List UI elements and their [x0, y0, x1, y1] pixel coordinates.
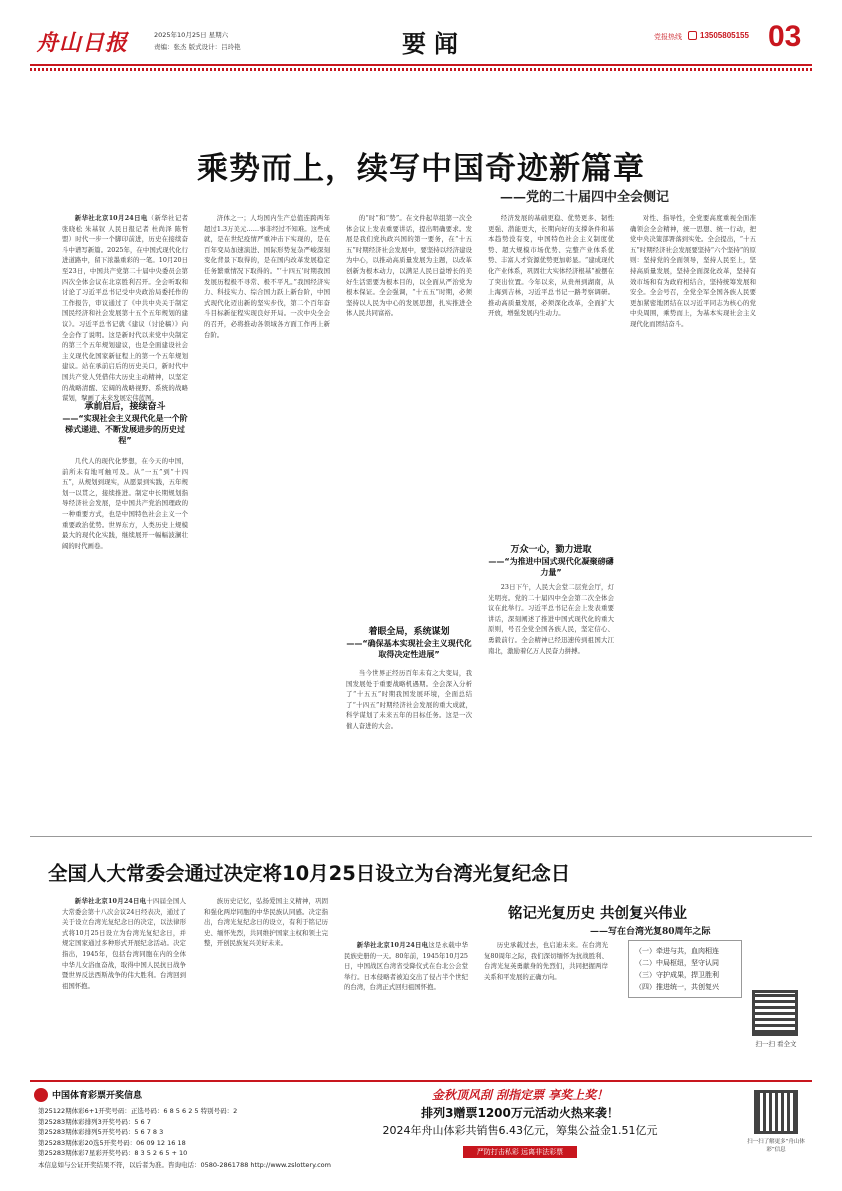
index-item[interactable]: （三）守护成果，捍卫胜利 — [635, 971, 719, 979]
lead-subhead-1-title: 承前启后，接续奋斗 — [84, 402, 166, 412]
page-number: 03 — [768, 20, 802, 53]
lead-column-1 — [62, 213, 188, 403]
lead-column-3b — [346, 668, 472, 824]
masthead — [30, 20, 820, 64]
phone-icon — [688, 31, 697, 40]
lead-subhead-3 — [488, 545, 614, 578]
lead-column-4 — [488, 213, 614, 565]
lottery-note: 本信息如与公证开奖结果不符，以后者为准。咨询电话：0580-2861788 http://www.zslottery.com — [38, 1161, 331, 1169]
lead-text-5: 对性、指导性，全党要高度重视全面准确领会全会精神，统一思想、统一行动，把党中央决策部署落到实处。全会提出，“十五五”时期经济社会发展要坚持“六个坚持”的原则：坚持党的全面领导，坚持人民至上，坚持高质量发展，坚持全面深化改革，坚持有效市场和有为政府相结合，坚持统筹发展和安全。全会号召，全党全军全国各族人民要更加紧密地团结在以习近平同志为核心的党中央周围，乘势而上，为基本实现社会主义现代化而团结奋斗。 — [630, 214, 756, 328]
second-text-1: 十四届全国人大常委会第十八次会议24日经表决，通过了关于设立台湾光复纪念日的决定，以法律形式将10月25日设立为台湾光复纪念日，并规定国家通过多种形式开展纪念活动。决定指出，1945年，包括台湾同胞在内的全体中华儿女浴血奋战，取得中国人民抗日战争暨世界反法西斯战争的伟大胜利。台湾回到祖国怀抱。 — [62, 897, 186, 990]
index-item[interactable]: （二）中局枢纽，坚守认同 — [635, 959, 719, 967]
issue-date: 2025年10月25日 星期六 — [154, 31, 229, 39]
comment-column-2 — [484, 940, 608, 1076]
comment-text-1: 这是永载中华民族史册的一天。80年前，1945年10月25日，中国战区台湾省受降仪式在台北公会堂举行。日本侵略者被迫交出了侵占半个世纪的台湾，台湾正式回归祖国怀抱。 — [344, 941, 468, 992]
lead-headline: 乘势而上，续写中国奇迹新篇章 — [197, 151, 645, 187]
lottery-logo-icon — [34, 1088, 48, 1102]
second-column-2 — [204, 896, 328, 1076]
lead-subhead-2-title: 着眼全局，系统谋划 — [368, 627, 450, 637]
hotline-number: 13505805155 — [700, 31, 749, 40]
lottery-row: 第25283期体彩20选5开奖号码：06 09 12 16 18 — [38, 1138, 186, 1147]
comment-column-1 — [344, 940, 468, 1076]
lead-subtitle: ——党的二十届四中全会侧记 — [500, 190, 670, 205]
lead-text-2: 济体之一；人均国内生产总值连跨两年超过1.3万美元……事非经过不知难。这些成就，是在世纪疫情严重冲击下实现的，是在百年变局加速演进、国际形势复杂严峻深刻变化背景下取得的，是在国内改革发展稳定任务繁重情况下取得的。“‘十四五’时期我国发展历程极不寻常、极不平凡。”我国经济实力、科技实力、综合国力跃上新台阶，中国式现代化迈出新的坚实步伐，第二个百年奋斗目标新征程实现良好开局。一次中央全会的召开，必将推动各领域各方面工作再上新台阶。 — [204, 214, 330, 339]
comment-text-2: 历史承载过去，也启迪未来。在台湾光复80周年之际，我们深切缅怀为抗战胜利、台湾光复英勇献身的先烈们，共同把握两岸关系和平发展的正确方向。 — [484, 941, 608, 981]
masthead-rule — [30, 64, 812, 66]
editor-credits: 责编：张杰 版式设计：吕玲艳 — [154, 43, 241, 51]
lead-subhead-3-title: 万众一心，勠力进取 — [510, 545, 592, 555]
section-divider — [30, 836, 812, 837]
lead-column-3 — [346, 213, 472, 617]
promo-banner — [300, 1086, 740, 1160]
lead-subhead-1-quote: ——“实现社会主义现代化是一个阶梯式递进、不断发展进步的历史过程” — [62, 414, 188, 445]
lead-text-3b: 当今世界正经历百年未有之大变局，我国发展处于重要战略机遇期。全会深入分析了“十五五”时期我国发展环境，全面总结了“十四五”时期经济社会发展的重大成就，科学谋划了未来五年的目标任务。这是一次催人奋进的大会。 — [346, 669, 472, 730]
second-column-1 — [62, 896, 186, 1076]
newspaper-logo: 舟山日报 — [36, 30, 129, 56]
lead-text-3: 的“时”和“势”。在文件起草组第一次全体会议上发表重要讲话，提出明确要求。发展是我们党执政兴国的第一要务，在“十五五”时期经济社会发展中，要坚持以经济建设为中心，以推动高质量发展为主题，以改革创新为根本动力，以满足人民日益增长的美好生活需要为根本目的，以全面从严治党为根本保证。全会强调，“十五五”时期，必须坚持以人民为中心的发展思想，扎实推进全体人民共同富裕。 — [346, 214, 472, 318]
lead-subhead-2 — [346, 627, 472, 660]
comment-title: 铭记光复历史 共创复兴伟业 — [508, 906, 688, 922]
lead-text-4: 经济发展的基础更稳、优势更多、韧性更强、潜能更大，长期向好的支撑条件和基本趋势没有变，中国特色社会主义制度优势、超大规模市场优势、完整产业体系优势、丰富人才资源优势更加彰显。“建成现代化产业体系，巩固壮大实体经济根基”被摆在了突出位置。今年以来，从贵州到湖南，从上海到吉林，习近平总书记一路考察调研。推动高质量发展，必须深化改革，全面扩大开放，增强发展内生动力。 — [488, 214, 614, 318]
masthead-stripe — [30, 68, 812, 71]
lead-text-1b: 几代人的现代化梦想，在今天的中国，前所未有地可触可及。从“一五”到“十四五”，从规划到现实，从愿景到实践，五年规划一以贯之，接续推进。制定中长期规划指导经济社会发展，是中国共产党治国理政的一种重要方式，也是中国特色社会主义一个重要政治优势。世界东方，人类历史上规模最大的现代化实践，继续展开一幅幅波澜壮阔的时代画卷。 — [62, 457, 188, 550]
qr-code[interactable] — [752, 990, 798, 1036]
lead-subhead-2-quote: ——“确保基本实现社会主义现代化取得决定性进展” — [346, 639, 472, 659]
hotline-label: 党报热线 — [654, 33, 682, 41]
comment-byline: 新华社北京10月24日电 — [356, 941, 429, 949]
lottery-row: 第25283期体彩7星彩开奖号码：8 3 5 2 6 5 + 10 — [38, 1149, 188, 1157]
second-headline: 全国人大常委会通过决定将10月25日设立为台湾光复纪念日 — [48, 862, 571, 885]
lead-column-4b — [488, 582, 614, 824]
lead-column-1b — [62, 456, 188, 824]
lead-subhead-1 — [62, 402, 188, 446]
promo-headline: 排列3赠票1200万元活动火热来袭！ — [421, 1106, 619, 1120]
second-byline: 新华社北京10月24日电 — [74, 897, 147, 905]
lottery-row: 第25283期体彩排列3开奖号码：5 6 7 — [38, 1117, 151, 1126]
lottery-title: 中国体育彩票开奖信息 — [52, 1091, 143, 1101]
lead-subhead-3-quote: ——“为推进中国式现代化凝聚磅礴力量” — [488, 557, 614, 577]
qr-caption: 扫一扫 看全文 — [755, 1040, 797, 1048]
lead-column-2 — [204, 213, 330, 825]
lottery-row: 第25122期体彩6+1开奖号码：正选号码：6 8 5 6 2 5 特别号码：2 — [38, 1107, 238, 1115]
index-item[interactable]: （一）牵进与共，血肉相连 — [635, 947, 719, 955]
index-item[interactable]: （四）推进统一，共创复兴 — [635, 983, 719, 991]
lottery-qr-caption: 扫一扫了解更多“舟山体彩”信息 — [747, 1139, 805, 1153]
promo-footer: 严防打击私彩 远离非法彩票 — [463, 1146, 577, 1158]
lottery-qr-code[interactable] — [754, 1090, 798, 1134]
lead-text-4b: 23日下午，人民大会堂二层党会厅，灯光明亮。党的二十届四中全会第二次全体会议在此举行。习近平总书记在会上发表重要讲话，深刻阐述了推进中国式现代化的重大原则，号召全党全国各族人民，坚定信心、勇毅前行。全会精神已经迅速传到祖国大江南北，激励着亿万人民奋力拼搏。 — [488, 583, 614, 655]
promo-sales: 2024年舟山体彩共销售6.43亿元，筹集公益金1.51亿元 — [382, 1124, 658, 1137]
lead-byline: 新华社北京10月24日电 — [74, 214, 148, 222]
comment-subtitle: ——写在台湾光复80周年之际 — [590, 927, 711, 937]
second-text-2: 族历史记忆，弘扬爱国主义精神，巩固和强化两岸同胞的中华民族认同感。决定指出，台湾光复纪念日的设立，有利于铭记历史、缅怀先烈，共同维护国家主权和领土完整，开创民族复兴美好未来。 — [204, 897, 328, 948]
lottery-row: 第25283期体彩排列5开奖号码：5 6 7 8 3 — [38, 1128, 164, 1136]
section-title: 要闻 — [402, 29, 466, 58]
promo-slogan: 金秋顶风刮 刮指定票 享奖上奖！ — [431, 1088, 609, 1102]
comment-index — [628, 940, 742, 998]
lottery-results — [38, 1106, 288, 1159]
lead-text-1: （新华社记者张晓松 朱基钗 人民日报记者 杜尚泽 陈哲盟）时代一步一个脚印前进，历史在接续奋斗中谱写新篇。2025年，在中国式现代化行进道路中，留下浓墨重彩的一笔。10月20日至23日，中国共产党第二十届中央委员会第四次全体会议在北京胜利召开。全会听取和讨论了习近平总书记受中央政治局委托作的工作报告，审议通过了《中共中央关于制定国民经济和社会发展第十五个五年规划的建议》。习近平总书记就《建议（讨论稿）》向全会作了说明。这是新时代以来党中央制定的第三个五年规划建议，也是全面建设社会主义现代化国家新征程上的第一个五年规划建议。站在承前启后的历史关口，新时代中国共产党人凭借伟大历史主动精神，以坚定的战略清醒、宏阔的战略视野、系统的战略谋划，擘画了未来发展宏伟蓝图。 — [62, 214, 188, 403]
lead-column-5 — [630, 213, 756, 825]
